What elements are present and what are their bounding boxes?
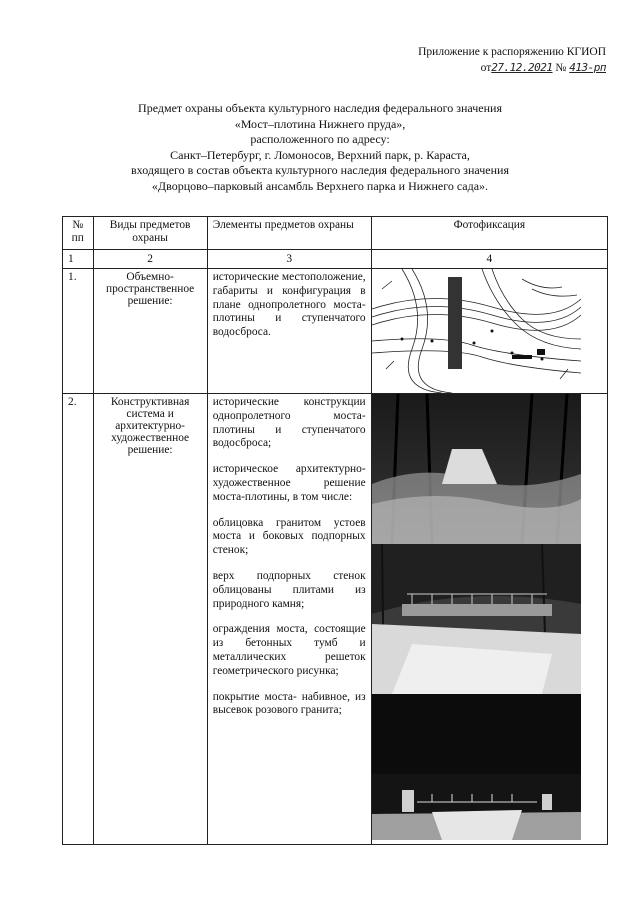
site-plan-image bbox=[372, 269, 581, 393]
column-number-row bbox=[63, 250, 608, 269]
row-number: 2. bbox=[63, 394, 94, 845]
date-value: 27.12.2021 bbox=[491, 61, 553, 74]
number-prefix: № bbox=[555, 62, 567, 74]
row-elements-cell bbox=[207, 394, 371, 845]
photo-waterfall bbox=[372, 394, 581, 544]
header-kind: Виды предметов охраны bbox=[93, 217, 207, 250]
title-line: расположенного по адресу: bbox=[250, 132, 390, 147]
col-number: 4 bbox=[371, 250, 607, 269]
appendix-date-line bbox=[418, 60, 606, 76]
header-num: № пп bbox=[63, 217, 94, 250]
col-number: 3 bbox=[207, 250, 371, 269]
from-prefix: от bbox=[480, 62, 492, 74]
appendix-header bbox=[418, 44, 606, 76]
row-number: 1. bbox=[63, 269, 94, 394]
protection-table bbox=[62, 216, 608, 845]
row-element: исторические местоположение, габариты и конфигурация в плане однопролетного моста-плотины и ступенчатого водосброса. bbox=[207, 269, 371, 394]
document-title bbox=[60, 101, 580, 195]
row-element: историческое архитектурно-художественное решение моста-плотины, в том числе: bbox=[212, 463, 366, 503]
title-line: Санкт–Петербург, г. Ломоносов, Верхний парк, р. Караста, bbox=[170, 147, 470, 162]
appendix-line: Приложение к распоряжению КГИОП bbox=[418, 46, 606, 58]
row-element: исторические конструкции однопролетного моста-плотины и ступенчатого водосброса; bbox=[212, 396, 366, 450]
title-line: «Мост–плотина Нижнего пруда», bbox=[234, 116, 406, 131]
table-row bbox=[63, 394, 608, 845]
title-line: входящего в состав объекта культурного наследия федерального значения bbox=[131, 163, 509, 178]
header-photo: Фотофиксация bbox=[371, 217, 607, 250]
row-element: ограждения моста, состоящие из бетонных тумб и металлических решеток геометрического рисунка; bbox=[212, 623, 366, 677]
photo-bridge-winter bbox=[372, 694, 581, 840]
table-row bbox=[63, 269, 608, 394]
photo-cell bbox=[371, 269, 607, 394]
col-number: 2 bbox=[93, 250, 207, 269]
number-value: 413-рп bbox=[569, 61, 606, 74]
header-elements: Элементы предметов охраны bbox=[207, 217, 371, 250]
title-line: Предмет охраны объекта культурного наследия федерального значения bbox=[138, 101, 502, 115]
row-kind: Объемно-пространственное решение: bbox=[93, 269, 207, 394]
row-element: покрытие моста- набивное, из высевок розового гранита; bbox=[212, 690, 366, 717]
photo-cell bbox=[371, 394, 607, 845]
row-element: верх подпорных стенок облицованы плитами из природного камня; bbox=[212, 569, 366, 610]
table-header-row bbox=[63, 217, 608, 250]
photo-bridge-railing bbox=[372, 544, 581, 694]
row-element: облицовка гранитом устоев моста и боковых подпорных стенок; bbox=[212, 516, 366, 557]
title-line: «Дворцово–парковый ансамбль Верхнего парка и Нижнего сада». bbox=[151, 178, 489, 193]
col-number: 1 bbox=[63, 250, 94, 269]
row-kind: Конструктивная система и архитектурно-художественное решение: bbox=[93, 394, 207, 845]
